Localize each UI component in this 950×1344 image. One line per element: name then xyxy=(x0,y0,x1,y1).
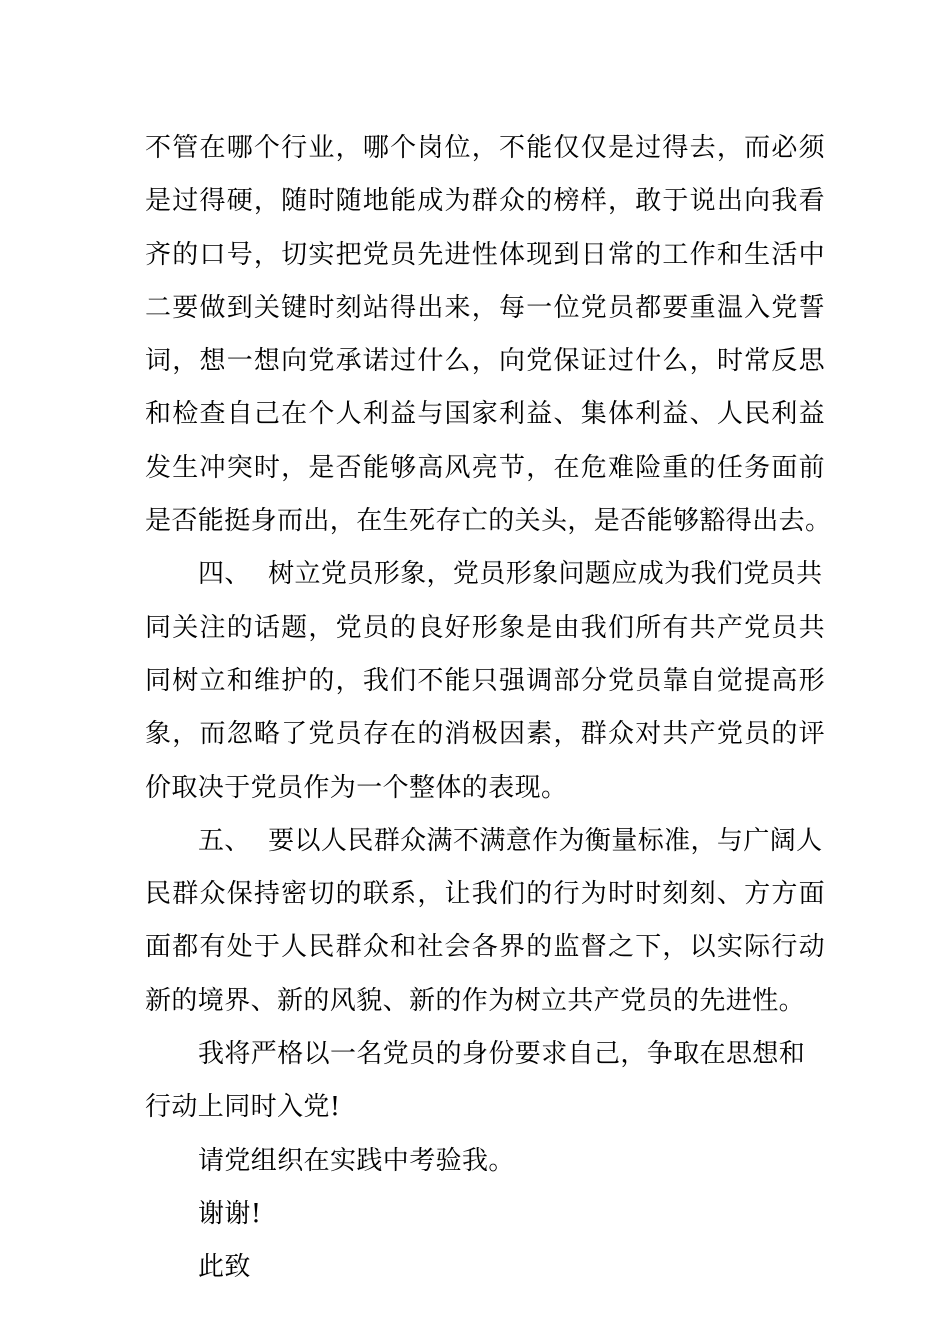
text-line: 二要做到关键时刻站得出来，每一位党员都要重温入党誓 xyxy=(145,292,825,323)
text-line: 民群众保持密切的联系，让我们的行为时时刻刻、方方面 xyxy=(145,879,825,910)
text-line: 是否能挺身而出，在生死存亡的关头，是否能够豁得出去。 xyxy=(145,506,832,537)
text-line: 齐的口号，切实把党员先进性体现到日常的工作和生活中 xyxy=(145,239,825,270)
text-line: 同树立和维护的，我们不能只强调部分党员靠自觉提高形 xyxy=(145,665,825,696)
text-line: 同关注的话题，党员的良好形象是由我们所有共产党员共 xyxy=(145,612,825,643)
closing-salutation: 此致 xyxy=(198,1252,251,1283)
section-five-heading-line: 五、 要以人民群众满不满意作为衡量标准，与广阔人 xyxy=(198,825,823,856)
text-line: 和检查自己在个人利益与国家利益、集体利益、人民利益 xyxy=(145,399,825,430)
text-line: 面都有处于人民群众和社会各界的监督之下，以实际行动 xyxy=(145,932,825,963)
body-text xyxy=(145,122,832,1295)
text-line: 行动上同时入党! xyxy=(145,1092,341,1123)
pledge-line: 我将严格以一名党员的身份要求自己，争取在思想和 xyxy=(198,1039,806,1070)
request-line: 请党组织在实践中考验我。 xyxy=(198,1145,515,1176)
text-line: 词，想一想向党承诺过什么，向党保证过什么，时常反思 xyxy=(145,346,825,377)
text-line: 象，而忽略了党员存在的消极因素，群众对共产党员的评 xyxy=(145,719,825,750)
text-line: 发生冲突时，是否能够高风亮节，在危难险重的任务面前 xyxy=(145,452,825,483)
text-line: 不管在哪个行业，哪个岗位，不能仅仅是过得去，而必须 xyxy=(145,133,825,163)
text-line: 是过得硬，随时随地能成为群众的榜样，敢于说出向我看 xyxy=(145,186,825,217)
text-line: 新的境界、新的风貌、新的作为树立共产党员的先进性。 xyxy=(145,985,806,1016)
thanks-line: 谢谢! xyxy=(198,1198,262,1229)
section-four-heading-line: 四、 树立党员形象，党员形象问题应成为我们党员共 xyxy=(198,559,823,590)
text-line: 价取决于党员作为一个整体的表现。 xyxy=(145,772,568,803)
